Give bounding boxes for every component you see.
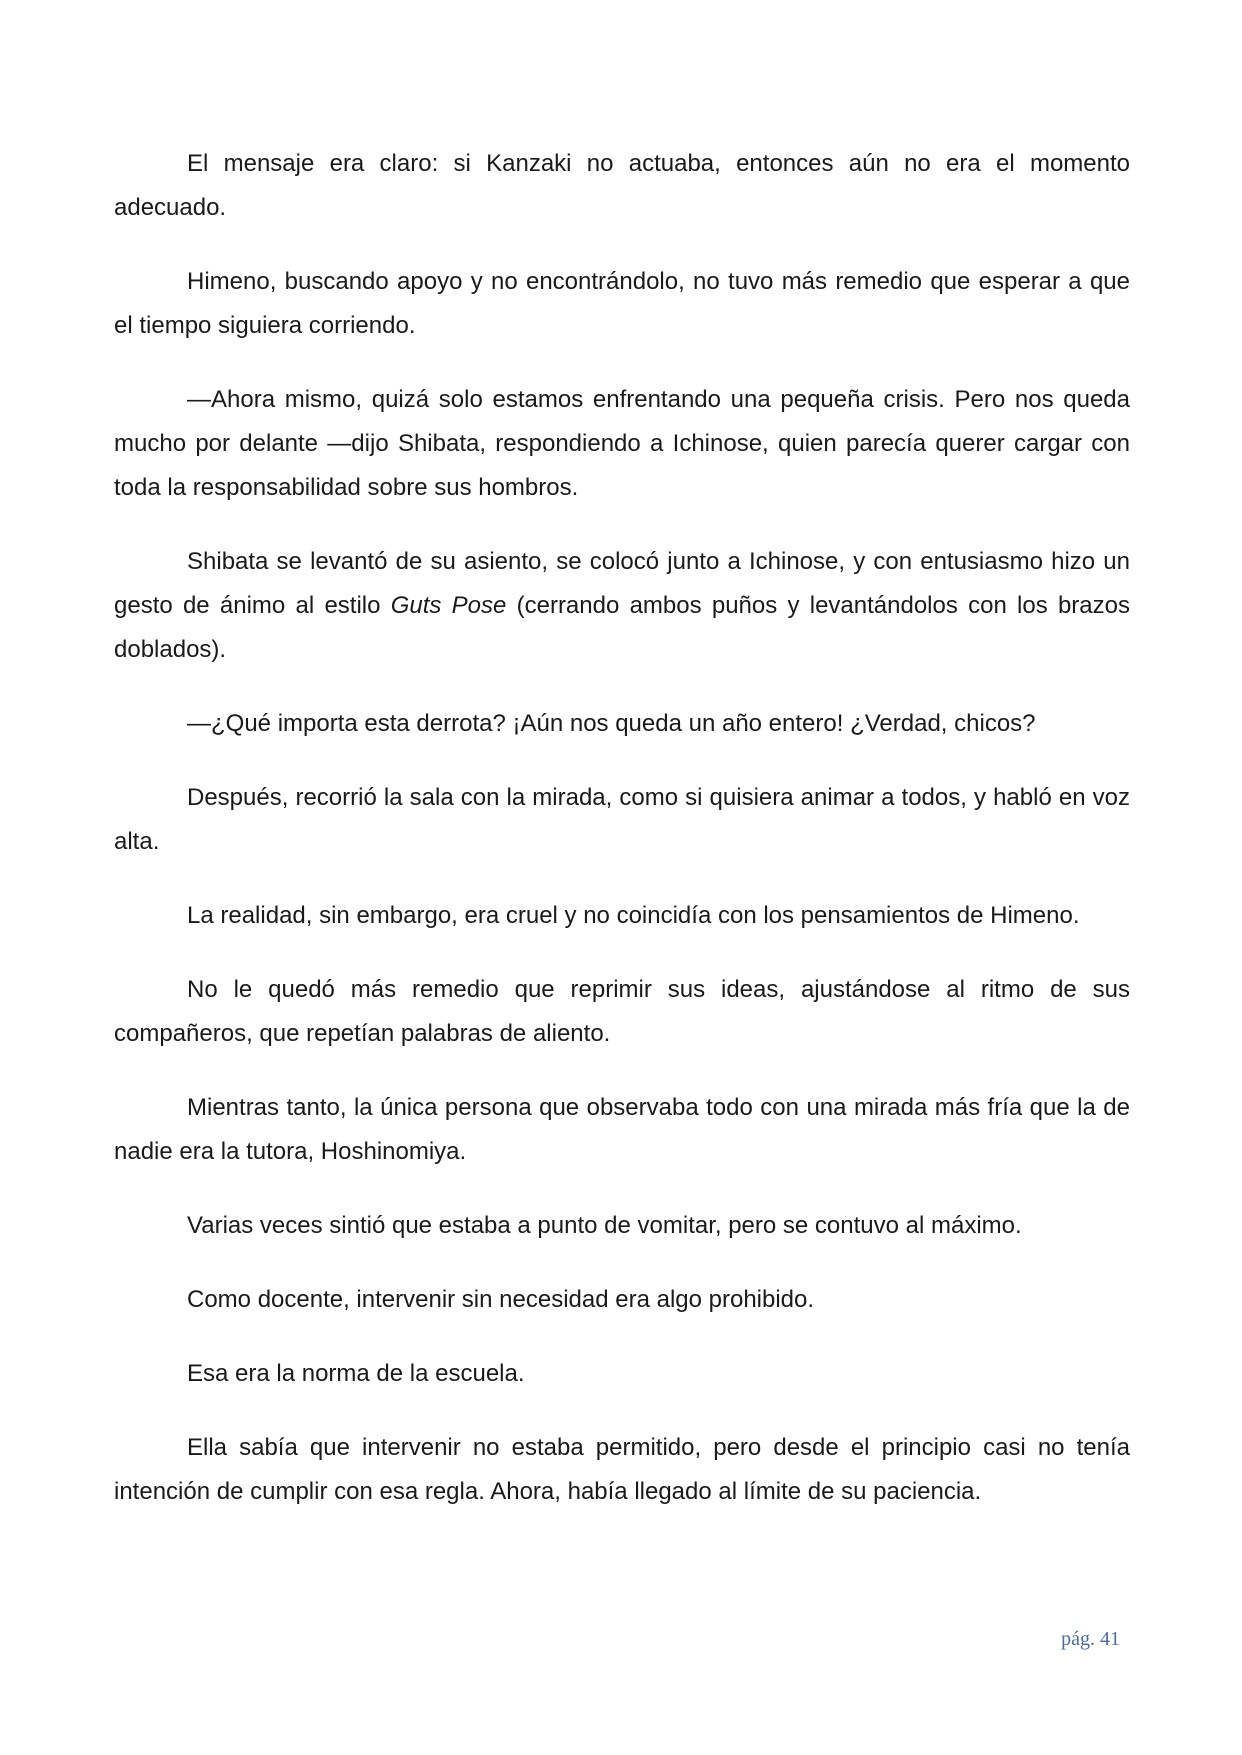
paragraph-4-end: (cerrando ambos puños y levantándolos con los brazos doblados). xyxy=(114,592,1130,663)
paragraph-4 xyxy=(114,540,1130,672)
paragraph-6: Después, recorrió la sala con la mirada, como si quisiera animar a todos, y habló en voz alta. xyxy=(114,784,1130,855)
paragraph-10: Varias veces sintió que estaba a punto de vomitar, pero se contuvo al máximo. xyxy=(187,1212,1022,1239)
paragraph-11: Como docente, intervenir sin necesidad era algo prohibido. xyxy=(187,1286,815,1313)
page-body xyxy=(114,142,1130,1544)
paragraph-13: Ella sabía que intervenir no estaba permitido, pero desde el principio casi no tenía intención de cumplir con esa regla. Ahora, había llegado al límite de su paciencia. xyxy=(114,1434,1130,1505)
paragraph-9: Mientras tanto, la única persona que observaba todo con una mirada más fría que la de nadie era la tutora, Hoshinomiya. xyxy=(114,1094,1130,1165)
paragraph-7: La realidad, sin embargo, era cruel y no coincidía con los pensamientos de Himeno. xyxy=(187,902,1080,929)
paragraph-4-start: Shibata se levantó de su asiento, se colocó junto a Ichinose, y con entusiasmo hizo un gesto de ánimo al estilo xyxy=(114,548,1130,619)
paragraph-3: —Ahora mismo, quizá solo estamos enfrentando una pequeña crisis. Pero nos queda mucho por delante —dijo Shibata, respondiendo a Ichinose, quien parecía querer cargar con toda la responsabilidad sobre sus hombros. xyxy=(114,386,1130,501)
paragraph-8: No le quedó más remedio que reprimir sus ideas, ajustándose al ritmo de sus compañeros, que repetían palabras de aliento. xyxy=(114,976,1130,1047)
paragraph-12: Esa era la norma de la escuela. xyxy=(187,1360,525,1387)
paragraph-2: Himeno, buscando apoyo y no encontrándolo, no tuvo más remedio que esperar a que el tiempo siguiera corriendo. xyxy=(114,268,1130,339)
paragraph-1: El mensaje era claro: si Kanzaki no actuaba, entonces aún no era el momento adecuado. xyxy=(114,150,1130,221)
paragraph-5: —¿Qué importa esta derrota? ¡Aún nos queda un año entero! ¿Verdad, chicos? xyxy=(187,710,1036,737)
page-number: pág. 41 xyxy=(1061,1628,1120,1650)
paragraph-4-italic: Guts Pose xyxy=(390,592,507,619)
